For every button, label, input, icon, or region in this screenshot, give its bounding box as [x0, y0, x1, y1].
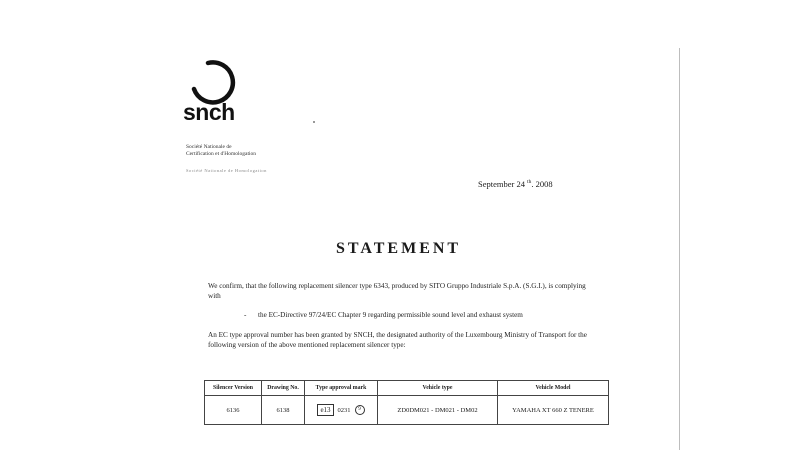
bullet-text: the EC-Directive 97/24/EC Chapter 9 regarding permissible sound level and exhaust system: [258, 311, 523, 319]
date-year: . 2008: [531, 179, 553, 189]
table-row: [205, 396, 609, 425]
org-subline: Société Nationale de Homologation: [186, 168, 267, 173]
organization-name: [186, 144, 256, 157]
approval-mark: [317, 404, 364, 416]
header-vehicle-type: Vehicle type: [378, 381, 498, 396]
cell-drawing-no: 6138: [262, 396, 305, 425]
directive-bullet: [244, 311, 523, 319]
org-line-2: Certification et d'Homologation: [186, 150, 257, 157]
date-suffix: th: [527, 179, 532, 186]
header-silencer-version: Silencer Version: [205, 381, 262, 396]
e-mark-box: e13: [317, 404, 333, 416]
logo-text: snch: [183, 99, 235, 125]
cell-vehicle-model: YAMAHA XT 660 Z TENERE: [498, 396, 609, 425]
header-drawing-no: Drawing No.: [262, 381, 305, 396]
document-title: STATEMENT: [336, 240, 462, 257]
scan-dot: [313, 121, 315, 123]
approval-table: [204, 380, 609, 425]
cell-silencer-version: 6136: [205, 396, 262, 425]
page-edge-line: [679, 48, 680, 450]
header-vehicle-model: Vehicle Model: [498, 381, 609, 396]
confirmation-paragraph: We confirm, that the following replacement silencer type 6343, produced by SITO Gruppo Industriale S.p.A. (S.G.I.), is complying with: [208, 282, 586, 300]
circled-number: 9: [355, 405, 365, 415]
header-approval-mark: Type approval mark: [305, 381, 378, 396]
org-line-1: Société Nationale de: [186, 144, 232, 150]
date-text: September 24: [478, 179, 525, 189]
letter-date: [478, 179, 553, 189]
approval-paragraph: An EC type approval number has been granted by SNCH, the designated authority of the Luxembourg Ministry of Transport for the following version of the above mentioned replacement silencer type:: [208, 331, 587, 349]
approval-number: 0231: [337, 406, 351, 414]
table-header-row: [205, 381, 609, 396]
cell-vehicle-type: ZD0DM021 - DM021 - DM02: [378, 396, 498, 425]
bullet-dash: -: [244, 311, 247, 319]
cell-approval-mark: [305, 396, 378, 425]
